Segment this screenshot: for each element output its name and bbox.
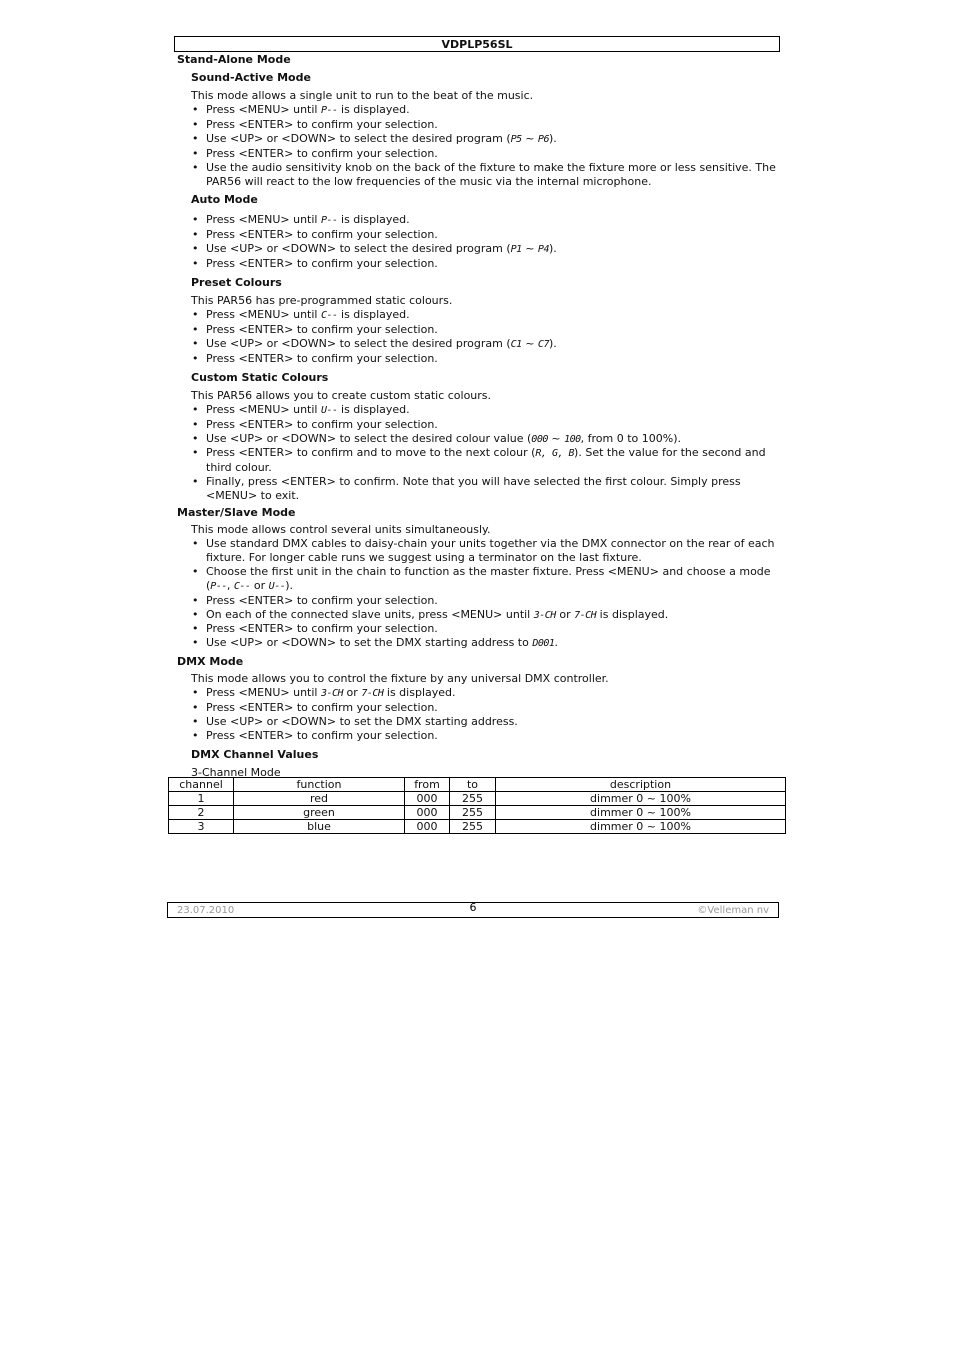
list-item: • Press <MENU> until P-- is displayed. — [191, 103, 779, 118]
master-slave-heading: Master/Slave Mode — [177, 506, 296, 520]
list-item: • Choose the first unit in the chain to function as the master fixture. Press <MENU> and choose a mode (P--, C-- or U--). — [191, 565, 779, 594]
column-header: from — [405, 778, 450, 792]
footer-date: 23.07.2010 — [177, 905, 235, 916]
list-item: • Press <ENTER> to confirm your selection. — [191, 418, 779, 432]
master-slave-intro: This mode allows control several units simultaneously. — [191, 523, 491, 537]
display-code: 3-CH — [533, 609, 556, 621]
table-cell: 1 — [169, 792, 234, 806]
display-code: C-- — [233, 580, 251, 592]
list-item: • Press <MENU> until 3-CH or 7-CH is displayed. — [191, 686, 779, 701]
table-row — [169, 806, 786, 820]
display-code: R, G, B — [535, 448, 575, 460]
table-cell: 000 — [405, 792, 450, 806]
display-code: U-- — [320, 404, 338, 416]
column-header: channel — [169, 778, 234, 792]
dmx-mode-heading: DMX Mode — [177, 655, 244, 669]
auto-mode-list — [191, 213, 779, 271]
list-item: • Finally, press <ENTER> to confirm. Note that you will have selected the first colour. Simply press <MENU> to exit. — [191, 475, 779, 503]
table-cell: 2 — [169, 806, 234, 820]
table-cell: green — [234, 806, 405, 820]
sound-active-intro: This mode allows a single unit to run to the beat of the music. — [191, 89, 534, 102]
table-header-row — [169, 778, 786, 792]
preset-colours-heading: Preset Colours — [191, 276, 282, 290]
display-code: P-- — [320, 215, 338, 227]
list-item: • Press <MENU> until U-- is displayed. — [191, 403, 779, 418]
list-item: • Use <UP> or <DOWN> to set the DMX starting address to D001. — [191, 636, 779, 651]
column-header: function — [234, 778, 405, 792]
display-code: 7-CH — [361, 688, 384, 700]
table-row — [169, 820, 786, 834]
list-item: • Press <ENTER> to confirm your selection. — [191, 118, 779, 132]
table-cell: red — [234, 792, 405, 806]
table-cell: 000 — [405, 820, 450, 834]
table-cell: 3 — [169, 820, 234, 834]
list-item: • Press <ENTER> to confirm your selection. — [191, 701, 779, 715]
display-code: C1 — [510, 338, 522, 350]
list-item: • Press <ENTER> to confirm your selection. — [191, 147, 779, 161]
table-cell: 255 — [450, 792, 496, 806]
dmx-mode-list — [191, 686, 779, 743]
list-item: • Press <ENTER> to confirm your selection. — [191, 729, 779, 743]
auto-mode-heading: Auto Mode — [191, 193, 258, 207]
list-item: • Use <UP> or <DOWN> to set the DMX starting address. — [191, 715, 779, 729]
dmx-mode-intro: This mode allows you to control the fixture by any universal DMX controller. — [191, 672, 609, 686]
preset-colours-list — [191, 308, 779, 366]
list-item: • Press <MENU> until P-- is displayed. — [191, 213, 779, 228]
list-item: • On each of the connected slave units, press <MENU> until 3-CH or 7-CH is displayed. — [191, 608, 779, 623]
list-item: • Press <ENTER> to confirm your selection. — [191, 622, 779, 636]
display-code: 7-CH — [574, 609, 597, 621]
display-code: P-- — [320, 105, 338, 116]
list-item: • Press <ENTER> to confirm your selection. — [191, 594, 779, 608]
display-code: P-- — [210, 580, 227, 592]
list-item: • Press <ENTER> to confirm your selection. — [191, 323, 779, 337]
display-code: C-- — [320, 310, 338, 322]
list-item: • Press <ENTER> to confirm your selection. — [191, 228, 779, 242]
table-cell: dimmer 0 ~ 100% — [496, 820, 786, 834]
list-item: • Use <UP> or <DOWN> to select the desired program (C1 ~ C7). — [191, 337, 779, 352]
sound-active-list — [191, 103, 779, 188]
table-cell: 255 — [450, 806, 496, 820]
display-code: P4 — [537, 244, 549, 256]
display-code: 3-CH — [320, 688, 344, 700]
display-code: 100 — [564, 433, 581, 445]
dmx-values-heading: DMX Channel Values — [191, 747, 319, 761]
list-item: • Press <ENTER> to confirm your selection. — [191, 257, 779, 271]
channel-mode-label: 3-Channel Mode — [191, 765, 281, 779]
custom-colours-list — [191, 403, 779, 503]
display-code: P1 — [510, 244, 522, 256]
display-code: D001 — [532, 638, 555, 650]
column-header: to — [450, 778, 496, 792]
page-number: 6 — [469, 901, 477, 914]
list-item: • Press <ENTER> to confirm your selection. — [191, 352, 779, 366]
master-slave-list — [191, 537, 779, 651]
display-code: P6 — [537, 133, 549, 145]
column-header: description — [496, 778, 786, 792]
custom-colours-intro: This PAR56 allows you to create custom static colours. — [191, 388, 492, 402]
preset-colours-intro: This PAR56 has pre-programmed static colours. — [191, 294, 453, 308]
page-content — [177, 52, 779, 780]
list-item: • Use <UP> or <DOWN> to select the desired program (P5 ~ P6). — [191, 132, 779, 147]
dmx-channel-table — [168, 777, 786, 834]
list-item: • Use the audio sensitivity knob on the back of the fixture to make the fixture more or less sensitive. The PAR56 will react to the low frequencies of the music via the internal microphone. — [191, 161, 779, 189]
table-cell: dimmer 0 ~ 100% — [496, 792, 786, 806]
model-title: VDPLP56SL — [441, 38, 513, 51]
list-item: • Use standard DMX cables to daisy-chain your units together via the DMX connector on the rear of each fixture. For longer cable runs we suggest using a terminator on the last fixture. — [191, 537, 779, 565]
page-footer — [167, 902, 779, 918]
standalone-heading: Stand-Alone Mode — [177, 53, 291, 66]
list-item: • Use <UP> or <DOWN> to select the desired program (P1 ~ P4). — [191, 242, 779, 257]
list-item: • Press <MENU> until C-- is displayed. — [191, 308, 779, 323]
display-code: U-- — [268, 580, 286, 592]
table-row — [169, 792, 786, 806]
table-cell: 000 — [405, 806, 450, 820]
table-cell: 255 — [450, 820, 496, 834]
display-code: C7 — [537, 338, 549, 350]
list-item: • Use <UP> or <DOWN> to select the desired colour value (000 ~ 100, from 0 to 100%). — [191, 432, 779, 447]
list-item: • Press <ENTER> to confirm and to move to the next colour (R, G, B). Set the value for the second and third colour. — [191, 446, 779, 475]
page-header — [174, 36, 780, 52]
table-cell: blue — [234, 820, 405, 834]
table-cell: dimmer 0 ~ 100% — [496, 806, 786, 820]
display-code: 000 — [531, 433, 548, 445]
custom-colours-heading: Custom Static Colours — [191, 370, 329, 384]
display-code: P5 — [510, 133, 522, 145]
sound-active-heading: Sound-Active Mode — [191, 71, 311, 84]
footer-copyright: ©Velleman nv — [697, 905, 769, 916]
